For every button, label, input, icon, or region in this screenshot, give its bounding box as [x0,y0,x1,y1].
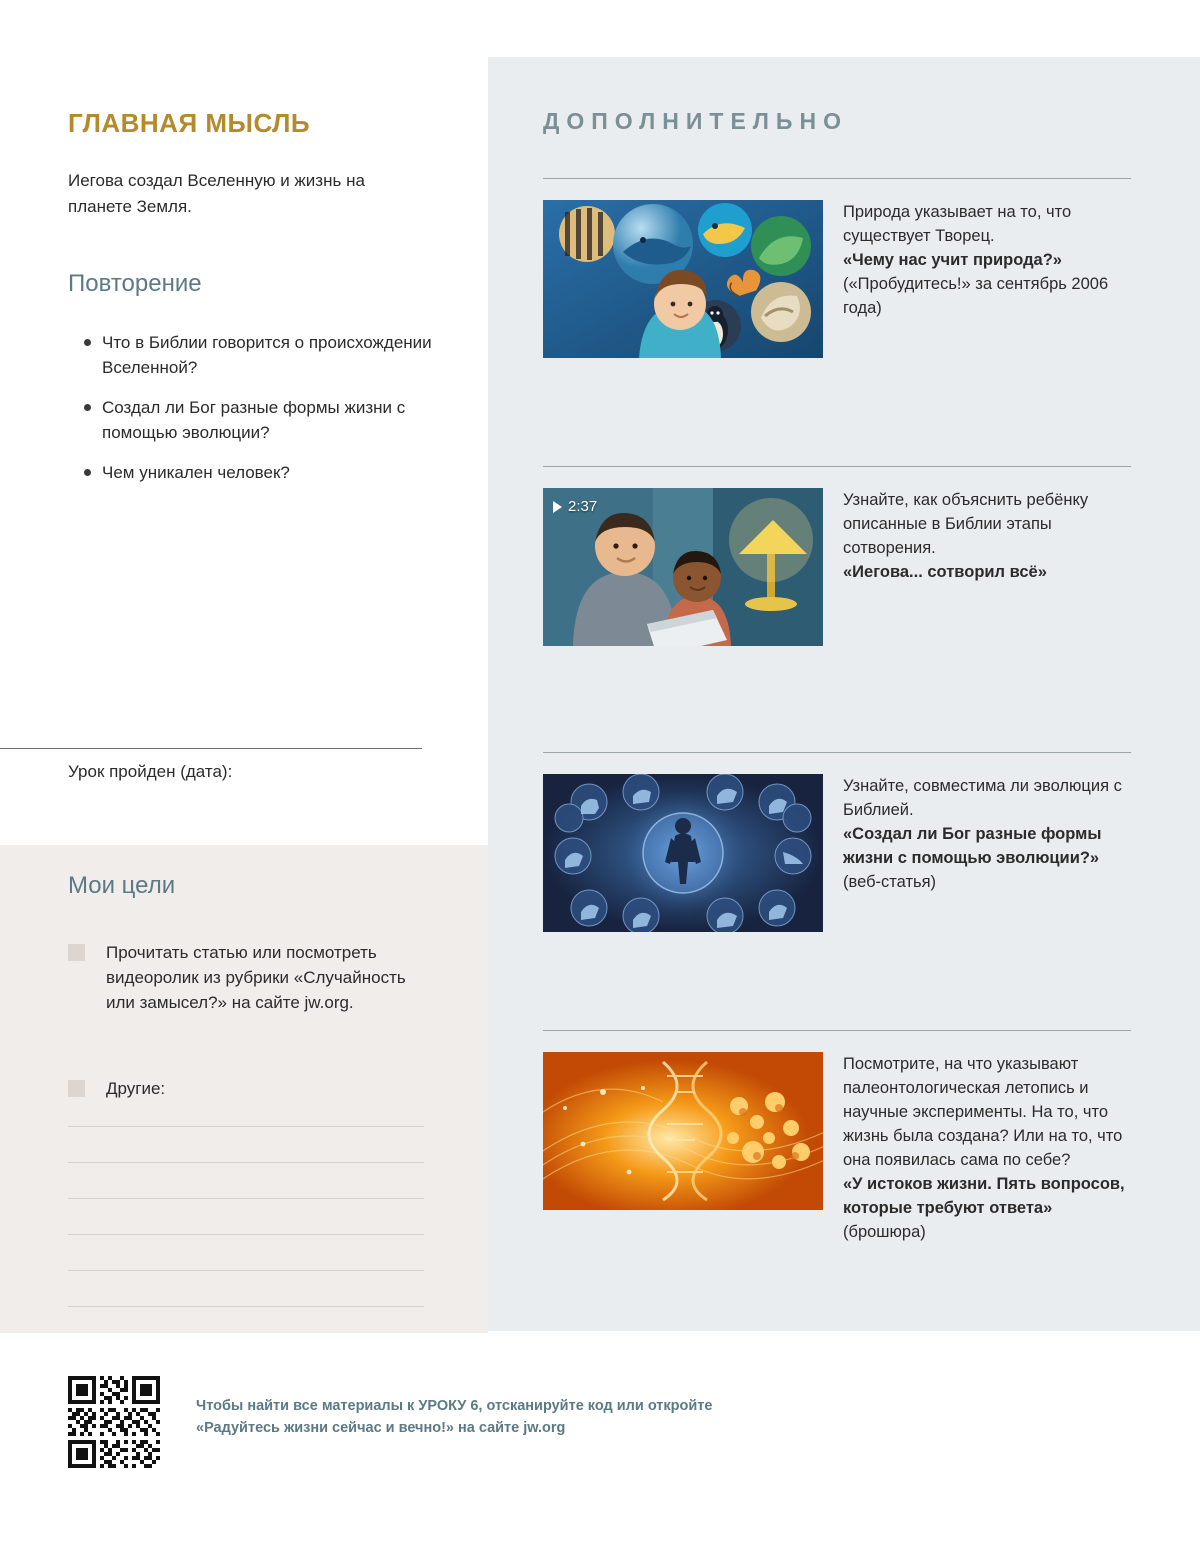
resource-tail-text: (брошюра) [843,1223,926,1241]
main-idea-text: Иегова создал Вселенную и жизнь на планете Земля. [68,171,365,216]
write-line [68,1306,424,1307]
resource-title-text: «У истоков жизни. Пять вопросов, которые требуют ответа» [843,1175,1125,1217]
resource-description [843,200,1133,320]
list-item: Создал ли Бог разные формы жизни с помощью эволюции? [68,395,448,445]
resource-description [843,774,1133,894]
main-idea-title: ГЛАВНАЯ МЫСЛЬ [68,108,311,138]
video-duration-label: 2:37 [568,498,598,515]
resource-lead-text: Узнайте, как объяснить ребёнку описанные в Библии этапы сотворения. [843,491,1089,557]
review-section-title: Повторение [68,270,202,297]
goal-item[interactable] [68,940,438,1015]
origin-of-life-svg [543,1052,823,1210]
my-goals-title: Мои цели [68,872,176,899]
evolution-circle-svg [543,774,823,932]
nature-collage-svg [543,200,823,358]
resource-description [843,1052,1133,1244]
resource-lead-text: Посмотрите, на что указывают палеонтологическая летопись и научные эксперименты. На то, что жизнь была создана? Или на то, что она появилась сама по себе? [843,1055,1123,1169]
resource-title-text: «Иегова... сотворил всё» [843,563,1047,581]
resource-title-text: «Создал ли Бог разные формы жизни с помощью эволюции?» [843,825,1102,867]
write-line [68,1234,424,1235]
list-item: Что в Библии говорится о происхождении Вселенной? [68,330,448,380]
goal-writing-lines [68,1126,424,1342]
resource-lead-text: Узнайте, совместима ли эволюция с Библией. [843,777,1122,819]
write-line [68,1198,424,1199]
father-and-child-reading-video-thumbnail[interactable] [543,488,823,646]
resource-description [843,488,1133,584]
checkbox-icon[interactable] [68,1080,85,1097]
write-line [68,1126,424,1127]
goal-item-label: Другие: [106,1079,166,1098]
divider [543,178,1131,179]
goal-item-label: Прочитать статью или посмотреть видеоролик из рубрики «Случайность или замысел?» на сайте jw.org. [106,943,406,1012]
divider [543,1030,1131,1031]
lesson-completed-label: Урок пройден (дата): [68,762,233,781]
checkbox-icon[interactable] [68,944,85,961]
left-column [0,0,488,1543]
goal-item[interactable] [68,1076,438,1101]
resource-lead-text: Природа указывает на то, что существует Творец. [843,203,1072,245]
list-item: Чем уникален человек? [68,460,448,485]
resource-tail-text: (веб-статья) [843,873,937,891]
qr-code-svg [68,1376,160,1468]
write-line [68,1162,424,1163]
video-duration-badge [553,498,597,515]
footer-instruction-text: Чтобы найти все материалы к УРОКУ 6, отсканируйте код или откройте «Радуйтесь жизни сейчас и вечно!» на сайте jw.org [196,1398,713,1436]
resource-tail-text: («Пробудитесь!» за сентябрь 2006 года) [843,275,1109,317]
additional-section-title: ДОПОЛНИТЕЛЬНО [543,108,848,134]
resource-title-text: «Чему нас учит природа?» [843,251,1062,269]
play-icon [553,501,562,513]
qr-code-icon[interactable] [68,1376,160,1468]
divider [543,466,1131,467]
divider [543,752,1131,753]
nature-creatures-collage-image[interactable] [543,200,823,358]
origin-of-life-molecules-image[interactable] [543,1052,823,1210]
divider [0,748,422,749]
review-question-list [68,330,448,500]
write-line [68,1270,424,1271]
human-and-animals-circle-image[interactable] [543,774,823,932]
